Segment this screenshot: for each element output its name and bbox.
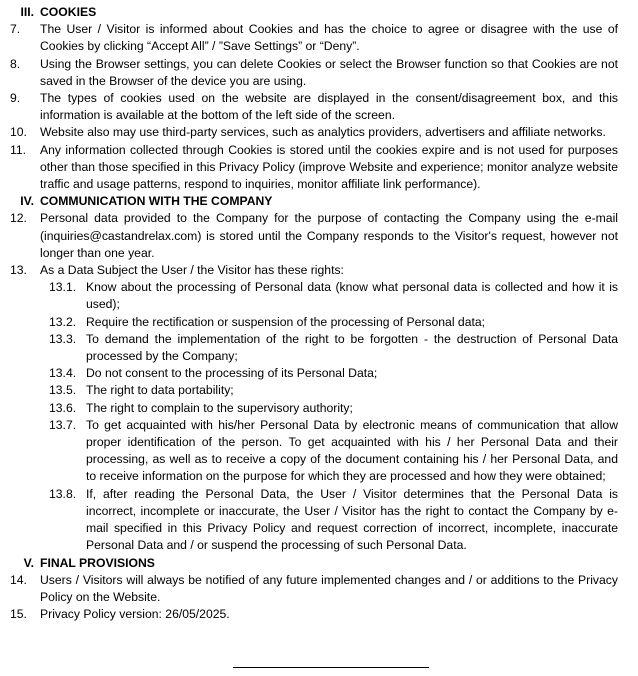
sub-list-item [0,417,638,486]
footer-divider-line [233,667,429,668]
list-item [0,56,638,90]
list-item [0,262,638,279]
sub-item-number: 13.7. [49,417,77,432]
sub-item-text: To get acquainted with his/her Personal Data by electronic means of communication that allow proper identification of the person. To get acquainted with his / her Personal Data and their processing, as well as to receive a copy of the document containing his / her Personal Data, and to receive information on the purpose for which they are processed and how they were obtained; [86,417,618,484]
item-text: The types of cookies used on the website are displayed in the consent/disagreement box, and this information is available at the bottom of the left side of the screen. [40,91,618,123]
sub-item-text: To demand the implementation of the right to be forgotten - the destruction of Personal Data processed by the Company; [86,331,618,364]
list-item [0,90,638,124]
sub-item-text: Do not consent to the processing of its Personal Data; [86,366,378,381]
sub-item-text: The right to data portability; [86,383,234,398]
item-number: 13. [10,263,27,278]
sub-item-text: Know about the processing of Personal data (know what personal data is collected and how it is used); [86,280,618,312]
sub-item-text: The right to complain to the supervisory authority; [86,400,353,415]
item-text: Any information collected through Cookies is stored until the cookies expire and is not used for purposes other than those specified in this Privacy Policy (improve Website and experience; monitor analyze website traffic and usage patterns, respond to inquiries, monitor affiliate link performance). [40,142,618,192]
item-number: 8. [10,56,21,71]
sub-list-item [0,400,638,417]
item-number: 11. [10,142,27,157]
section-number: V. [23,555,34,570]
item-text: Privacy Policy version: 26/05/2025. [40,607,230,622]
item-number: 14. [10,572,27,587]
item-number: 10. [10,125,27,140]
item-number: 12. [10,211,27,226]
list-item [0,124,638,141]
section-heading-communication [0,193,638,210]
sub-item-number: 13.2. [49,314,77,329]
item-text: Website also may use third-party services, such as analytics providers, advertisers and affiliate networks. [40,125,606,140]
item-text: The User / Visitor is informed about Cookies and has the choice to agree or disagree with the use of Cookies by clicking “Accept All” / ”Save Settings” or “Deny”. [40,22,618,54]
section-title: COOKIES [40,5,97,19]
section-title: FINAL PROVISIONS [40,555,155,570]
item-text: Users / Visitors will always be notified of any future implemented changes and / or additions to the Privacy Policy on the Website. [40,572,618,604]
section-title: COMMUNICATION WITH THE COMPANY [40,194,273,209]
sub-list-item [0,279,638,313]
sub-list-item [0,382,638,399]
section-heading-cookies [0,4,638,21]
sub-item-number: 13.4. [49,366,77,381]
sub-item-number: 13.8. [49,486,77,501]
item-text: Using the Browser settings, you can delete Cookies or select the Browser function so that Cookies are not saved in the Browser of the device you are using. [40,56,618,88]
item-text: As a Data Subject the User / the Visitor has these rights: [40,263,344,278]
privacy-policy-document [0,4,638,623]
sub-item-number: 13.3. [49,331,77,346]
section-heading-final-provisions [0,555,638,572]
list-item [0,21,638,55]
item-text: Personal data provided to the Company for the purpose of contacting the Company using the e-mail (inquiries@castandrelax.com) is stored until the Company responds to the Visitor's request, however not longer than one year. [40,211,618,260]
sub-item-number: 13.5. [49,383,77,398]
sub-list-item [0,331,638,365]
item-number: 7. [10,22,21,37]
sub-item-number: 13.6. [49,400,77,415]
list-item [0,572,638,606]
list-item [0,210,638,262]
item-number: 15. [10,607,27,622]
section-number: III. [20,5,34,19]
section-number: IV. [20,194,34,209]
sub-list-item [0,314,638,331]
sub-list-item [0,365,638,382]
list-item [0,142,638,194]
sub-item-number: 13.1. [49,280,77,295]
item-number: 9. [10,91,21,106]
sub-item-text: If, after reading the Personal Data, the User / Visitor determines that the Personal Data is incorrect, incomplete or inaccurate, the User / Visitor has the right to contact the Company by e-mail specified in this Privacy Policy and request correction of incorrect, incomplete, inaccurate Personal Data and / or suspend the processing of such Personal Data. [86,486,618,553]
sub-item-text: Require the rectification or suspension of the processing of Personal data; [86,314,486,329]
sub-list-item [0,486,638,555]
list-item [0,606,638,623]
